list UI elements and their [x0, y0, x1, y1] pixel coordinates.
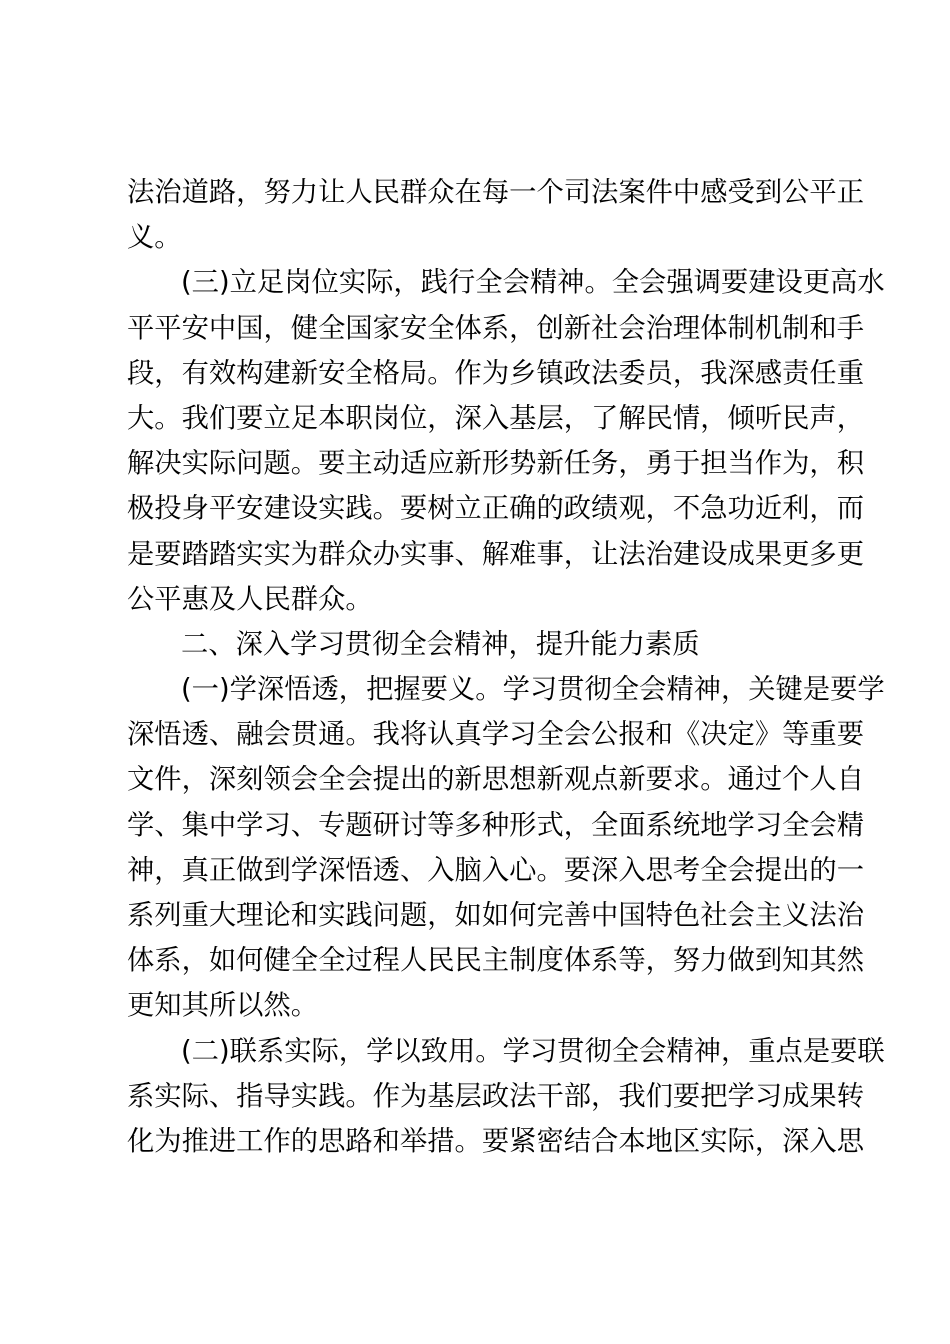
text-line: 法治道路，努力让人民群众在每一个司法案件中感受到公平正: [127, 177, 865, 208]
section-heading: 二、深入学习贯彻全会精神，提升能力素质: [181, 628, 700, 660]
text-line: 义。: [127, 222, 182, 254]
text-line: 是要踏踏实实为群众办实事、解难事，让法治建设成果更多更: [127, 538, 865, 570]
text-line: 体系，如何健全全过程人民民主制度体系等，努力做到知其然: [127, 945, 865, 977]
text-line: 神，真正做到学深悟透、入脑入心。要深入思考全会提出的一: [127, 854, 865, 886]
text-line: (三)立足岗位实际，践行全会精神。全会强调要建设更高水: [181, 267, 885, 299]
text-line: 大。我们要立足本职岗位，深入基层，了解民情，倾听民声，: [127, 402, 865, 434]
text-line: 系列重大理论和实践问题，如如何完善中国特色社会主义法治: [127, 900, 865, 931]
text-line: (一)学深悟透，把握要义。学习贯彻全会精神，关键是要学: [181, 674, 885, 706]
text-line: 深悟透、融会贯通。我将认真学习全会公报和《决定》等重要: [127, 719, 865, 751]
text-line: 极投身平安建设实践。要树立正确的政绩观，不急功近利，而: [127, 493, 865, 525]
text-line: 平平安中国，健全国家安全体系，创新社会治理体制机制和手: [127, 312, 865, 344]
text-line: 系实际、指导实践。作为基层政法干部，我们要把学习成果转: [127, 1080, 865, 1112]
text-line: 化为推进工作的思路和举措。要紧密结合本地区实际，深入思: [127, 1125, 865, 1157]
text-line: 学、集中学习、专题研讨等多种形式，全面系统地学习全会精: [127, 809, 865, 841]
text-line: 更知其所以然。: [127, 990, 319, 1022]
text-line: 公平惠及人民群众。: [127, 583, 373, 615]
text-line: 段，有效构建新安全格局。作为乡镇政法委员，我深感责任重: [127, 357, 865, 389]
text-line: (二)联系实际，学以致用。学习贯彻全会精神，重点是要联: [181, 1035, 885, 1067]
text-line: 文件，深刻领会全会提出的新思想新观点新要求。通过个人自: [127, 764, 865, 796]
document-body: [127, 170, 885, 1164]
text-line: 解决实际问题。要主动适应新形势新任务，勇于担当作为，积: [127, 448, 865, 480]
